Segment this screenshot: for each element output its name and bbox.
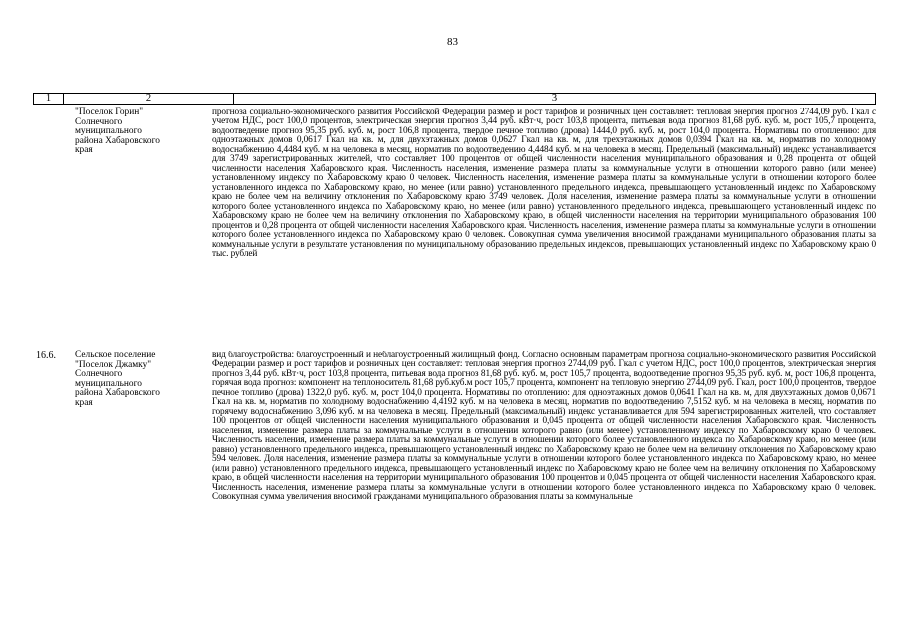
row-1-description: прогноза социально-экономического развития Российской Федерации размер и рост тарифов и розничных цен составляет: тепловая энергия прогноз 2744,09 руб. Гкал с учетом НДС, рост 100,0 процентов, электрическая энергия прогноз 3,44 руб. кВт·ч, рост 103,8 процента, питьевая вода прогноз 81,68 руб. куб. м, рост 105,7 процента, водоотведение прогноз 95,35 руб. куб. м, рост 106,8 процента, твердое печное топливо (дрова) 1444,0 руб. куб. м, рост 104,0 процента. Нормативы по отоплению: для одноэтажных домов 0,0617 Гкал на кв. м, для двухэтажных домов 0,0627 Гкал на кв. м, для трехэтажных домов 0,0394 Гкал на кв. м, норматив по холодному водоснабжению 4,4484 куб. м на человека в месяц, норматив по водоотведению 4,4484 куб. м на человека в месяц. Предельный (максимальный) индекс устанавливается для 3749 зарегистрированных жителей, что составляет 100 процентов от общей численности населения муниципального образования и 0,28 процента от общей численности населения Хабаровского края. Численность населения, изменение размера платы за коммунальные услуги в отношении которого равно (или менее) установленному индексу по Хабаровскому краю 0 человек. Численность населения, изменение размера платы за коммунальные услуги в отношении которого более установленного индекса по Хабаровскому краю, но менее (или равно) установленного предельного индекса, превышающего установленный индекс по Хабаровскому краю не более чем на величину отклонения по Хабаровскому краю 3749 человек. Доля населения, изменение размера платы за коммунальные услуги в отношении которого более установленного индекса по Хабаровскому краю, но менее (или равно) установленного предельного индекса, превышающего установленный индекс по Хабаровскому краю не более чем на величину отклонения по Хабаровскому краю, в общей численности населения на территории муниципального образования 100 процентов и 0,28 процента от общей численности населения Хабаровского края. Численность населения, изменение размера платы за коммунальные услуги в отношении которого более установленного индекса по Хабаровскому краю 0 человек. Совокупная сумма увеличения вносимой гражданами муниципального образования платы за коммунальные услуги в результате установления по муниципальному образованию предельных индексов, превышающих установленный индекс по Хабаровскому краю 0 тыс. рублей bbox=[212, 108, 876, 260]
row-2-number: 16.6. bbox=[36, 350, 56, 361]
table-header-row bbox=[33, 93, 876, 105]
column-header-2: 2 bbox=[64, 94, 234, 104]
row-2-settlement-name: Сельское поселение "Поселок Джамку" Солнечного муниципального района Хабаровского края bbox=[75, 350, 160, 408]
row-2-description: вид благоустройства: благоустроенный и неблагоустроенный жилищный фонд. Согласно основным параметрам прогноза социально-экономического развития Российской Федерации размер и рост тарифов и розничных цен составляет: тепловая энергия прогноз 2744,09 руб. Гкал с учетом НДС, рост 100,0 процентов, электрическая энергия прогноз 3,44 руб. кВт·ч, рост 103,8 процента, питьевая вода прогноз 81,68 руб. куб. м, рост 105,7 процента, водоотведение прогноз 95,35 руб. куб. м, рост 106,8 процента, горячая вода прогноз: компонент на теплоноситель 81,68 руб.куб.м рост 105,7 процента, компонент на тепловую энергию 2744,09 руб. Гкал, рост 100,0 процентов, твердое печное топливо (дрова) 1322,0 руб. куб. м, рост 104,0 процента. Нормативы по отоплению: для одноэтажных домов 0,0641 Гкал на кв. м, для двухэтажных домов 0,0671 Гкал на кв. м, норматив по холодному водоснабжению 4,4192 куб. м на человека в месяц, норматив по водоотведению 7,5152 куб. м на человека в месяц, норматив по горячему водоснабжению 3,096 куб. м на человека в месяц. Предельный (максимальный) индекс устанавливается для 594 зарегистрированных жителей, что составляет 100 процентов от общей численности населения муниципального образования и 0,045 процента от общей численности населения Хабаровского края. Численность населения, изменение размера платы за коммунальные услуги в отношении которого равно (или менее) установленному индексу по Хабаровскому краю 0 человек. Численность населения, изменение размера платы за коммунальные услуги в отношении которого более установленного индекса по Хабаровскому краю, но менее (или равно) установленного предельного индекса, превышающего установленный индекс по Хабаровскому краю не более чем на величину отклонения по Хабаровскому краю 594 человек. Доля населения, изменение размера платы за коммунальные услуги в отношении которого более установленного индекса по Хабаровскому краю, но менее (или равно) установленного предельного индекса, превышающего установленный индекс по Хабаровскому краю не более чем на величину отклонения по Хабаровскому краю, в общей численности населения на территории муниципального образования 100 процентов и 0,045 процента от общей численности населения Хабаровского края. Численность населения, изменение размера платы за коммунальные услуги в отношении которого более установленного индекса по Хабаровскому краю 0 человек. Совокупная сумма увеличения вносимой гражданами муниципального образования платы за коммунальные bbox=[212, 351, 876, 503]
page-number: 83 bbox=[447, 36, 458, 48]
column-header-3: 3 bbox=[551, 93, 558, 104]
column-header-1: 1 bbox=[34, 94, 64, 104]
row-1-settlement-name: "Поселок Горин" Солнечного муниципального района Хабаровского края bbox=[75, 107, 160, 156]
